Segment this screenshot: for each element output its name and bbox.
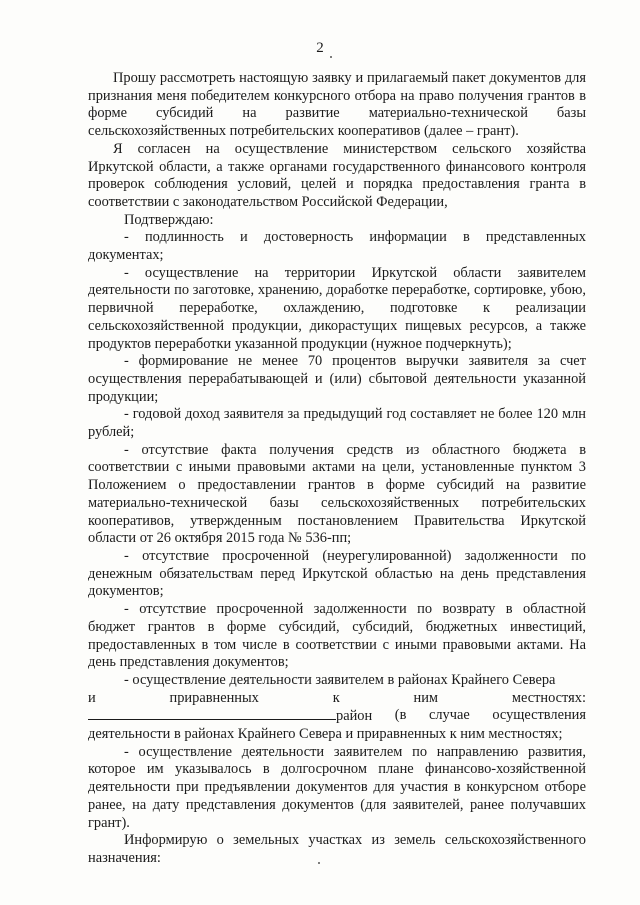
- scan-speck: [318, 862, 320, 864]
- north-word-1: и: [88, 689, 96, 706]
- north-line3-word-2: (в: [394, 707, 407, 724]
- north-clause-line1: - осуществление деятельности заявителем в районах Крайнего Севера: [124, 671, 556, 688]
- paragraph-authenticity: - подлинность и достоверность информации в представленных документах;: [88, 229, 586, 264]
- paragraph-revenue: - формирование не менее 70 процентов выручки заявителя за счет осуществления перерабатывающей и (или) сбытовой деятельности указанной продукции;: [88, 353, 586, 405]
- paragraph-activity: - осуществление на территории Иркутской области заявителем деятельности по заготовке, хранению, доработке переработке, сортировке, убою, первичной переработке, охлаждению, подготовке к реализации сельскохозяйственной продукции, дикорастущих пищевых ресурсов, а также продуктов переработки указанной продукции (нужное подчеркнуть);: [88, 264, 586, 352]
- north-word-4: ним: [413, 689, 439, 706]
- paragraph-no-overdue: - отсутствие просроченной задолженности по возврату в областной бюджет грантов в форме субсидий, субсидий, бюджетных инвестиций, предоставленных в том числе в соответствии с иными правовыми актами. На день представления документов;: [88, 601, 586, 671]
- paragraph-consent: Я согласен на осуществление министерством сельского хозяйства Иркутской области, а также органами государственного финансового контроля проверок соблюдения условий, целей и порядка предоставления гранта в соответствии с законодательством Российской Федерации,: [88, 140, 586, 210]
- paragraph-confirm-heading: Подтверждаю:: [124, 211, 214, 228]
- north-line3-word-3: случае: [428, 707, 470, 724]
- north-line3-word-4: осуществления: [492, 707, 586, 724]
- page-number: 2: [316, 40, 324, 56]
- document-body: [88, 70, 586, 868]
- paragraph-development: - осуществление деятельности заявителем по направлению развития, которое им указывалось в долгосрочном плане финансово-хозяйственной деятельности при предъявлении документов для участия в конкурсном отборе ранее, на дату представления документов (для заявителей, ранее получавших грант).: [88, 743, 586, 831]
- north-line3-start: [88, 707, 372, 726]
- north-clause: [88, 672, 586, 744]
- paragraph-no-funds: - отсутствие факта получения средств из областного бюджета в соответствии с иными правовыми актами на цели, установленные пунктом 3 Положением о предоставлении грантов в форме субсидий на развитие материально-технической базы сельскохозяйственных потребительских кооперативов, утвержденным постановлением Правительства Иркутской области от 26 октября 2015 года № 536-пп;: [88, 441, 586, 547]
- north-clause-line2: [88, 690, 586, 708]
- scan-speck: [330, 56, 332, 58]
- paragraph-no-debt: - отсутствие просроченной (неурегулированной) задолженности по денежным обязательствам перед Иркутской областью на день представления документов;: [88, 547, 586, 600]
- north-word-5: местностях:: [511, 689, 586, 706]
- north-district-word: район: [336, 708, 373, 725]
- north-clause-line3: [88, 707, 586, 726]
- north-word-3: к: [332, 689, 340, 706]
- district-blank-field[interactable]: [88, 707, 336, 720]
- north-word-2: приравненных: [169, 689, 259, 706]
- north-clause-line4: деятельности в районах Крайнего Севера и приравненных к ним местностях;: [88, 726, 563, 743]
- paragraph-request: Прошу рассмотреть настоящую заявку и прилагаемый пакет документов для признания меня победителем конкурсного отбора на право получения грантов в форме субсидий на развитие материально-технической базы сельскохозяйственных потребительских кооперативов (далее – грант).: [88, 70, 586, 140]
- paragraph-land-info: Информирую о земельных участках из земель сельскохозяйственного назначения:: [88, 832, 586, 866]
- paragraph-income: - годовой доход заявителя за предыдущий год составляет не более 120 млн рублей;: [88, 406, 586, 441]
